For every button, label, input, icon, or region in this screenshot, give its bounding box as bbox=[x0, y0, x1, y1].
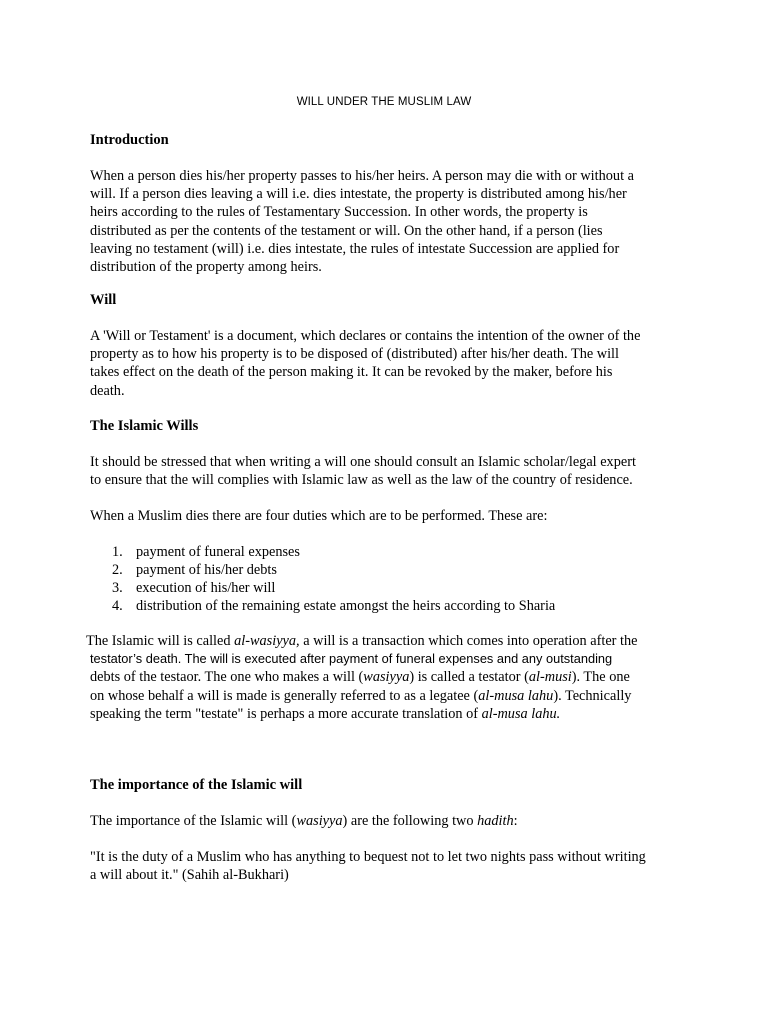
text-line: heirs according to the rules of Testamentary Succession. In other words, the property is bbox=[90, 204, 588, 221]
text-line: When a Muslim dies there are four duties which are to be performed. These are: bbox=[90, 508, 548, 524]
paragraph-consult-scholar bbox=[90, 453, 690, 489]
list-item: 4. distribution of the remaining estate amongst the heirs according to Sharia bbox=[112, 598, 556, 614]
paragraph-will bbox=[90, 327, 690, 400]
text-line: testator’s death. The will is executed after payment of funeral expenses and any outstanding bbox=[90, 651, 613, 667]
text-line: on whose behalf a will is made is generally referred to as a legatee (al-musa lahu). Technically bbox=[90, 687, 632, 704]
text-line: to ensure that the will complies with Islamic law as well as the law of the country of residence. bbox=[90, 472, 633, 489]
text-line: debts of the testaor. The one who makes a will (wasiyya) is called a testator (al-musi). The one bbox=[90, 669, 630, 686]
document-title: WILL UNDER THE MUSLIM LAW bbox=[296, 96, 472, 108]
paragraph-hadith-quote bbox=[90, 848, 690, 884]
text-line: death. bbox=[90, 382, 125, 399]
text-line: The importance of the Islamic will (wasiyya) are the following two hadith: bbox=[90, 813, 518, 829]
text-line: distributed as per the contents of the testament or will. On the other hand, if a person (lies bbox=[90, 222, 603, 239]
heading-introduction: Introduction bbox=[90, 132, 169, 148]
list-item: 2. payment of his/her debts bbox=[112, 562, 277, 578]
paragraph-four-duties bbox=[90, 507, 690, 525]
text-line: "It is the duty of a Muslim who has anything to bequest not to let two nights pass without writing bbox=[90, 849, 646, 865]
list-item: 3. execution of his/her will bbox=[112, 580, 276, 596]
paragraph-importance bbox=[90, 812, 690, 830]
text-line: A 'Will or Testament' is a document, which declares or contains the intention of the owner of the bbox=[90, 328, 641, 344]
text-line: a will about it." (Sahih al-Bukhari) bbox=[90, 867, 289, 884]
heading-will: Will bbox=[90, 292, 117, 308]
text-line: takes effect on the death of the person making it. It can be revoked by the maker, before his bbox=[90, 364, 613, 381]
paragraph-introduction bbox=[90, 167, 690, 276]
text-line: When a person dies his/her property passes to his/her heirs. A person may die with or without a bbox=[90, 168, 634, 184]
paragraph-al-wasiyya bbox=[86, 632, 706, 723]
heading-importance: The importance of the Islamic will bbox=[90, 777, 303, 793]
text-line: will. If a person dies leaving a will i.e. dies intestate, the property is distributed among his/her bbox=[90, 186, 627, 203]
text-line: speaking the term "testate" is perhaps a more accurate translation of al-musa lahu. bbox=[90, 705, 561, 722]
text-line: distribution of the property among heirs. bbox=[90, 259, 322, 276]
text-line: leaving no testament (will) i.e. dies intestate, the rules of intestate Succession are applied for bbox=[90, 240, 620, 257]
duties-list bbox=[112, 543, 555, 615]
text-line: It should be stressed that when writing a will one should consult an Islamic scholar/legal expert bbox=[90, 454, 636, 470]
list-item: 1. payment of funeral expenses bbox=[112, 544, 300, 560]
heading-islamic-wills: The Islamic Wills bbox=[90, 418, 199, 434]
text-line: property as to how his property is to be disposed of (distributed) after his/her death. The will bbox=[90, 346, 620, 363]
text-line: The Islamic will is called al-wasiyya, a will is a transaction which comes into operation after the bbox=[86, 633, 638, 649]
